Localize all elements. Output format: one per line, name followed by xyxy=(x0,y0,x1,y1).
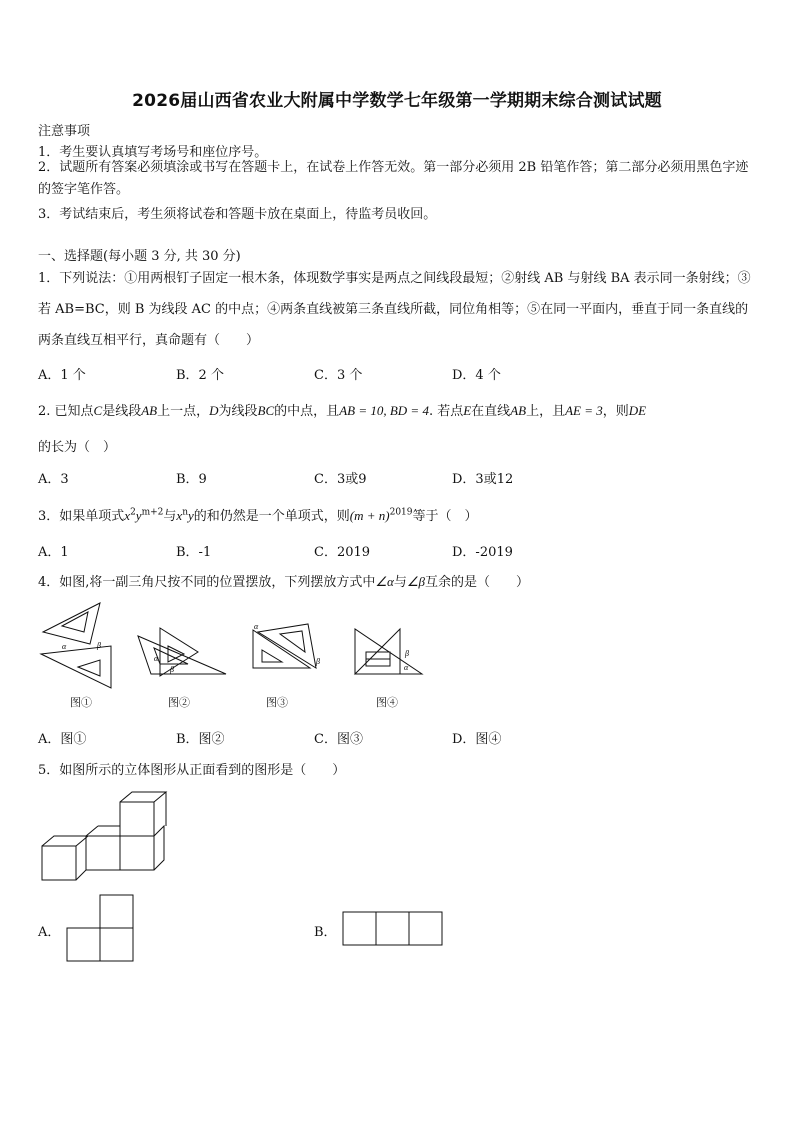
q5-option-a-figure xyxy=(66,894,136,964)
question-4-stem: 4．如图,将一副三角尺按不同的位置摆放，下列摆放方式中∠α与∠β互余的是（ ） xyxy=(38,574,530,590)
q4-option-a[interactable]: A．图① xyxy=(38,732,87,747)
question-5-stem: 5．如图所示的立体图形从正面看到的图形是（ ） xyxy=(38,763,346,778)
q4-figure-1-label: 图① xyxy=(70,696,92,709)
q3-option-d[interactable]: D．-2019 xyxy=(452,545,513,560)
notice-heading: 注意事项 xyxy=(38,124,91,139)
q4-figure-2 xyxy=(136,626,228,678)
fig1-alpha: α xyxy=(62,642,67,651)
q4-figure-1 xyxy=(38,600,118,690)
q5-option-b[interactable]: B． xyxy=(314,925,337,940)
q5-solid-figure xyxy=(40,790,170,882)
q3-option-b[interactable]: B．-1 xyxy=(176,545,212,560)
q4-option-c[interactable]: C．图③ xyxy=(314,732,363,747)
q4-option-b[interactable]: B．图② xyxy=(176,732,225,747)
question-1-stem: 1．下列说法：①用两根钉子固定一根木条，体现数学事实是两点之间线段最短；②射线 AB 与射线 BA 表示同一条射线；③若 AB=BC，则 B 为线段 AC 的中点；④两条直线被第三条直线所截，同位角相等；⑤在同一平面内，垂直于同一条直线的两条直线互相平行，真命题有（ ） xyxy=(38,271,751,348)
q4-figure-3 xyxy=(250,622,330,678)
notice-item-1: 1．考生要认真填写考场号和座位序号。 xyxy=(38,145,268,160)
q2-option-d[interactable]: D．3或12 xyxy=(452,472,514,487)
q1-option-a[interactable]: A．1 个 xyxy=(38,368,86,383)
q3-option-c[interactable]: C．2019 xyxy=(314,545,371,560)
notice-item-2: 2．试题所有答案必须填涂或书写在答题卡上，在试卷上作答无效。第一部分必须用 2B 铅笔作答；第二部分必须用黑色字迹的签字笔作答。 xyxy=(38,160,749,197)
q1-option-d[interactable]: D．4 个 xyxy=(452,368,501,383)
q4-option-d[interactable]: D．图④ xyxy=(452,732,502,747)
q2-option-a[interactable]: A．3 xyxy=(38,472,69,487)
q4-figure-4 xyxy=(352,626,428,678)
fig3-alpha: α xyxy=(254,622,259,631)
section-heading: 一、选择题(每小题 3 分, 共 30 分) xyxy=(38,249,241,264)
question-3-stem: 3．如果单项式$x^2y^{m+2}$与$x^ny$的和仍然是一个单项式，则$(m + n)^{2019}$等于（ ） xyxy=(38,507,478,524)
question-2-stem: 2. 已知点C是线段AB上一点，D为线段BC的中点，且AB = 10, BD = 4. 若点E在直线AB上，且AE = 3，则DE xyxy=(38,403,647,419)
page-title: 2026届山西省农业大附属中学数学七年级第一学期期末综合测试试题 xyxy=(132,91,662,111)
fig2-alpha: α xyxy=(154,654,159,663)
fig3-beta: β xyxy=(316,657,320,666)
fig2-beta: β xyxy=(170,665,174,674)
q1-option-b[interactable]: B．2 个 xyxy=(176,368,224,383)
q3-option-a[interactable]: A．1 xyxy=(38,545,69,560)
q5-option-b-figure xyxy=(342,911,444,947)
q5-option-a[interactable]: A． xyxy=(38,925,61,940)
q2-option-c[interactable]: C．3或9 xyxy=(314,472,367,487)
q4-figure-2-label: 图② xyxy=(168,696,190,709)
q4-figure-4-label: 图④ xyxy=(376,696,398,709)
fig1-beta: β xyxy=(97,641,101,650)
q4-figure-3-label: 图③ xyxy=(266,696,288,709)
fig4-beta: β xyxy=(405,649,409,658)
notice-item-3: 3．考试结束后，考生须将试卷和答题卡放在桌面上，待监考员收回。 xyxy=(38,207,437,222)
fig4-alpha: α xyxy=(404,663,409,672)
question-2-stem-cont: 的长为（ ） xyxy=(38,440,117,455)
q1-option-c[interactable]: C．3 个 xyxy=(314,368,363,383)
q2-option-b[interactable]: B．9 xyxy=(176,472,207,487)
